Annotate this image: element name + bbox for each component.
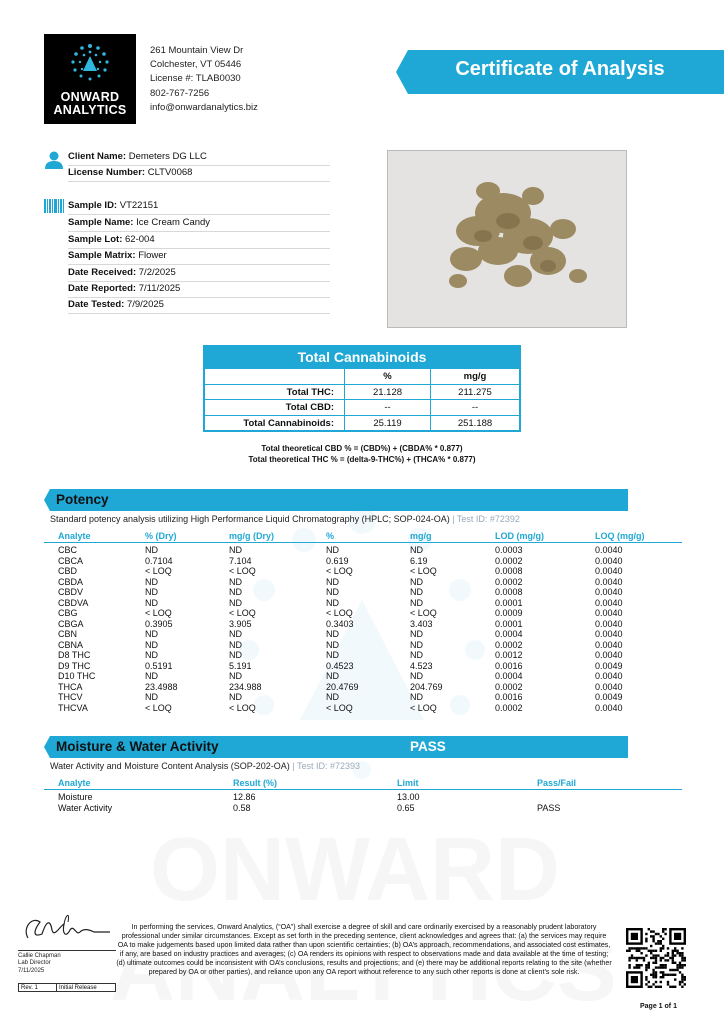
col-header-pct-dry: % (Dry) — [145, 531, 177, 541]
qr-code-icon[interactable] — [626, 928, 686, 988]
potency-mg-dry: < LOQ — [229, 566, 256, 576]
total-thc-pct: 21.128 — [345, 385, 431, 400]
date-received-row — [68, 266, 330, 282]
potency-analyte: CBDA — [58, 576, 84, 587]
potency-analyte: CBGA — [58, 618, 84, 629]
mw-col-limit: Limit — [397, 778, 419, 788]
potency-pct-dry: 0.7104 — [145, 555, 173, 566]
potency-mg: ND — [410, 597, 423, 608]
sample-lot-label: Sample Lot: — [68, 234, 123, 245]
pct-header: % — [345, 369, 431, 384]
potency-mg-dry: ND — [229, 597, 242, 608]
col-header-mg: mg/g — [410, 531, 432, 541]
potency-pct-dry: ND — [145, 671, 158, 681]
potency-analyte: THCVA — [58, 702, 88, 713]
potency-method: Standard potency analysis utilizing High Performance Liquid Chromatography (HPLC; SOP-024-OA) — [50, 514, 450, 524]
potency-mg: ND — [410, 587, 423, 597]
potency-pct-dry: ND — [145, 629, 158, 639]
person-icon — [44, 150, 64, 170]
table-row — [0, 703, 724, 713]
client-name-label: Client Name: — [68, 151, 127, 162]
potency-loq: 0.0040 — [595, 618, 623, 629]
potency-pct: ND — [326, 692, 339, 702]
potency-subtitle — [50, 514, 520, 524]
logo-line2: ANALYTICS — [53, 103, 127, 117]
mw-col-passfail: Pass/Fail — [537, 778, 577, 788]
potency-analyte: CBCA — [58, 555, 84, 566]
table-row — [205, 415, 519, 431]
client-license: CLTV0068 — [147, 167, 193, 178]
potency-mg-dry: < LOQ — [229, 608, 256, 618]
client-license-row — [68, 166, 330, 182]
potency-lod: 0.0016 — [495, 660, 523, 671]
revision-number: Rev. 1 — [19, 984, 57, 991]
potency-pct: < LOQ — [326, 702, 353, 713]
potency-loq: 0.0040 — [595, 681, 623, 692]
potency-lod: 0.0012 — [495, 650, 523, 660]
total-cbd-pct: -- — [345, 400, 431, 415]
sample-matrix-row — [68, 249, 330, 265]
potency-pct: ND — [326, 639, 339, 650]
signature-line — [18, 950, 116, 951]
mw-col-analyte: Analyte — [58, 778, 91, 788]
blank-header-cell — [205, 369, 345, 384]
potency-lod: 0.0008 — [495, 566, 523, 576]
moisture-header-divider — [44, 789, 682, 790]
total-cannabinoids-table — [203, 345, 521, 432]
sample-id-label: Sample ID: — [68, 200, 118, 211]
potency-mg: ND — [410, 545, 423, 555]
potency-loq: 0.0040 — [595, 555, 623, 566]
potency-loq: 0.0040 — [595, 597, 623, 608]
potency-mg: < LOQ — [410, 566, 437, 576]
potency-header-divider — [44, 542, 682, 543]
potency-lod: 0.0002 — [495, 555, 523, 566]
lab-email: info@onwardanalytics.biz — [150, 101, 258, 113]
potency-loq: 0.0040 — [595, 650, 623, 660]
potency-lod: 0.0009 — [495, 608, 523, 618]
disclaimer-text: In performing the services, Onward Analytics, (“OA”) shall exercise a degree of skill and care ordinarily exercised by a reasonably prudent laboratory professional under similar circumstances. Except as set forth in the preceding sentence, client acknowledges and agrees that: (a) the services may require OA to make judgements based upon limited data rather than upon scientific certainties; (b) OA’s approach, recommendations, and associated cost estimates, if any, are based on industry practices and averages; (c) OA renders its opinions with respect to observations made and data available at the time of testing; (d) ultimate outcomes could be inconsistent with OA’s conclusions, results and projections; and (e) there may be additional reports relating to the site (whether prepared by OA or other parties), and reliance upon any OA report without reference to any such other reports is done at client’s sole risk. — [116, 923, 612, 976]
potency-lod: 0.0002 — [495, 702, 523, 713]
company-logo — [44, 34, 136, 124]
moisture-subtitle — [50, 761, 360, 771]
moisture-status-badge: PASS — [410, 739, 446, 754]
table-row — [0, 566, 724, 576]
potency-mg: 204.769 — [410, 681, 443, 692]
potency-mg-dry: ND — [229, 650, 242, 660]
sample-matrix: Flower — [138, 250, 167, 261]
potency-mg: ND — [410, 692, 423, 702]
potency-lod: 0.0002 — [495, 639, 523, 650]
date-reported: 7/11/2025 — [138, 283, 181, 294]
sample-name-label: Sample Name: — [68, 217, 134, 228]
mw-analyte: Water Activity — [58, 803, 113, 813]
table-row — [0, 671, 724, 681]
potency-pct-dry: 0.5191 — [145, 660, 173, 671]
potency-analyte: D10 THC — [58, 671, 96, 681]
moisture-title: Moisture & Water Activity — [56, 739, 219, 754]
potency-pct: ND — [326, 671, 339, 681]
lab-license: License #: TLAB0030 — [150, 73, 241, 85]
signature-image — [20, 908, 116, 948]
potency-lod: 0.0001 — [495, 597, 523, 608]
table-row — [0, 803, 724, 814]
sample-matrix-label: Sample Matrix: — [68, 250, 136, 261]
date-received: 7/2/2025 — [138, 267, 176, 278]
potency-loq: 0.0040 — [595, 576, 623, 587]
potency-mg: < LOQ — [410, 608, 437, 618]
potency-pct-dry: < LOQ — [145, 608, 172, 618]
cbd-formula: Total theoretical CBD % = (CBD%) + (CBDA% * 0.877) — [261, 444, 463, 453]
potency-mg: ND — [410, 671, 423, 681]
potency-pct-dry: ND — [145, 597, 158, 608]
sample-name: Ice Cream Candy — [136, 217, 211, 228]
potency-mg: ND — [410, 576, 423, 587]
potency-pct-dry: ND — [145, 692, 158, 702]
potency-analyte: CBDV — [58, 587, 84, 597]
date-tested-label: Date Tested: — [68, 299, 125, 310]
potency-loq: 0.0040 — [595, 566, 623, 576]
mg-header: mg/g — [463, 371, 487, 382]
potency-pct-dry: ND — [145, 545, 158, 555]
potency-lod: 0.0004 — [495, 629, 523, 639]
potency-mg-dry: ND — [229, 629, 242, 639]
potency-pct-dry: ND — [145, 639, 158, 650]
total-thc-label: Total THC: — [205, 385, 345, 400]
mw-limit: 13.00 — [397, 792, 420, 802]
flower-buds-image — [388, 151, 626, 327]
mw-analyte: Moisture — [58, 792, 93, 802]
table-row — [0, 598, 724, 608]
potency-mg-dry: ND — [229, 576, 242, 587]
sample-lot-row — [68, 233, 330, 249]
potency-lod: 0.0002 — [495, 681, 523, 692]
potency-loq: 0.0040 — [595, 545, 623, 555]
potency-mg-dry: ND — [229, 692, 242, 702]
potency-pct: 0.3403 — [326, 618, 354, 629]
table-row — [0, 650, 724, 660]
table-row — [0, 640, 724, 650]
potency-mg: 4.523 — [410, 660, 433, 671]
potency-pct: < LOQ — [326, 566, 353, 576]
potency-pct-dry: < LOQ — [145, 566, 172, 576]
potency-loq: 0.0040 — [595, 608, 623, 618]
potency-lod: 0.0003 — [495, 545, 523, 555]
table-row — [0, 545, 724, 555]
potency-analyte: CBDVA — [58, 597, 89, 608]
client-name-row — [68, 150, 330, 166]
total-cannabinoids-label: Total Cannabinoids: — [205, 416, 345, 431]
potency-pct: 20.4769 — [326, 681, 359, 692]
potency-section-bar — [44, 489, 628, 511]
potency-pct: ND — [326, 587, 339, 597]
total-cbd-mg: -- — [471, 402, 479, 413]
potency-mg: ND — [410, 629, 423, 639]
table-row — [0, 692, 724, 702]
revision-box — [18, 983, 116, 992]
sample-id: VT22151 — [119, 200, 159, 211]
lab-phone: 802-767-7256 — [150, 87, 210, 99]
lab-contact — [150, 44, 258, 115]
potency-pct-dry: ND — [145, 587, 158, 597]
col-header-pct: % — [326, 531, 335, 541]
table-row — [0, 577, 724, 587]
client-license-label: License Number: — [68, 167, 146, 178]
svg-text:ONWARD — [150, 820, 560, 920]
sample-lot: 62-004 — [125, 234, 155, 245]
potency-analyte: CBNA — [58, 639, 84, 650]
potency-pct: 0.4523 — [326, 660, 354, 671]
table-row — [205, 384, 519, 400]
lab-address-line2: Colchester, VT 05446 — [150, 59, 242, 71]
date-tested-row — [68, 298, 330, 314]
potency-mg-dry: < LOQ — [229, 702, 256, 713]
mw-limit: 0.65 — [397, 803, 415, 813]
date-tested: 7/9/2025 — [126, 299, 164, 310]
total-cannabinoids-mg: 251.188 — [457, 417, 493, 429]
potency-mg-dry: ND — [229, 545, 242, 555]
potency-analyte: CBC — [58, 545, 78, 555]
potency-analyte: CBD — [58, 566, 78, 576]
revision-note: Initial Release — [59, 985, 97, 991]
table-row — [0, 629, 724, 639]
potency-lod: 0.0002 — [495, 576, 523, 587]
moisture-test-id: | Test ID: #72393 — [292, 761, 360, 771]
col-header-lod: LOD (mg/g) — [495, 531, 544, 541]
table-row — [205, 399, 519, 415]
potency-analyte: CBG — [58, 608, 78, 618]
potency-test-id: | Test ID: #72392 — [452, 514, 520, 524]
potency-loq: 0.0040 — [595, 629, 623, 639]
potency-pct-dry: 0.3905 — [145, 618, 173, 629]
total-cannabinoids-pct: 25.119 — [345, 416, 431, 431]
potency-loq: 0.0049 — [595, 660, 623, 671]
potency-mg-dry: 3.905 — [229, 618, 252, 629]
col-header-analyte: Analyte — [58, 531, 91, 541]
sample-id-row — [68, 199, 330, 215]
potency-pct: ND — [326, 545, 339, 555]
table-header-row — [205, 368, 519, 384]
potency-title: Potency — [56, 492, 109, 507]
total-thc-mg: 211.275 — [458, 386, 492, 398]
mw-col-result: Result (%) — [233, 778, 278, 788]
potency-pct-dry: ND — [145, 576, 158, 587]
mw-passfail: PASS — [537, 803, 561, 813]
potency-pct-dry: ND — [145, 650, 158, 660]
total-cbd-label: Total CBD: — [205, 400, 345, 415]
potency-mg-dry: 7.104 — [229, 555, 252, 566]
potency-analyte: THCV — [58, 692, 83, 702]
potency-analyte: D9 THC — [58, 660, 91, 671]
signer-name: Callie Chapman — [18, 953, 61, 959]
potency-lod: 0.0004 — [495, 671, 523, 681]
potency-pct: 0.619 — [326, 555, 349, 566]
date-received-label: Date Received: — [68, 267, 137, 278]
potency-mg-dry: ND — [229, 639, 242, 650]
signer-info — [18, 953, 61, 975]
table-row — [0, 682, 724, 692]
signer-title: Lab Director — [18, 960, 51, 967]
table-row — [0, 792, 724, 803]
potency-mg: ND — [410, 650, 423, 660]
potency-loq: 0.0040 — [595, 639, 623, 650]
potency-pct-dry: 23.4988 — [145, 681, 178, 692]
date-reported-row — [68, 282, 330, 298]
potency-pct: ND — [326, 597, 339, 608]
potency-mg: 6.19 — [410, 555, 428, 566]
client-name: Demeters DG LLC — [128, 151, 207, 162]
sign-date: 7/11/2025 — [18, 967, 45, 974]
sample-photo — [387, 150, 627, 328]
total-cannabinoids-title: Total Cannabinoids — [205, 347, 519, 368]
potency-pct: ND — [326, 629, 339, 639]
mw-result: 0.58 — [233, 803, 251, 813]
table-row — [0, 556, 724, 566]
sample-name-row — [68, 216, 330, 232]
potency-loq: 0.0040 — [595, 587, 623, 597]
potency-mg-dry: 234.988 — [229, 681, 262, 692]
page-number: Page 1 of 1 — [640, 1003, 677, 1010]
potency-analyte: D8 THC — [58, 650, 91, 660]
col-header-mg-dry: mg/g (Dry) — [229, 531, 274, 541]
potency-mg: ND — [410, 639, 423, 650]
potency-mg: < LOQ — [410, 702, 437, 713]
potency-pct: < LOQ — [326, 608, 353, 618]
moisture-method: Water Activity and Moisture Content Analysis (SOP-202-OA) — [50, 761, 290, 771]
potency-mg-dry: ND — [229, 671, 242, 681]
thc-formula: Total theoretical THC % = (delta-9-THC%) + (THCA% * 0.877) — [248, 455, 476, 464]
potency-mg-dry: ND — [229, 587, 242, 597]
potency-loq: 0.0040 — [595, 702, 623, 713]
table-row — [0, 619, 724, 629]
logo-line1: ONWARD — [60, 90, 120, 104]
potency-lod: 0.0008 — [495, 587, 523, 597]
page-title: Certificate of Analysis — [455, 58, 665, 80]
table-row — [0, 587, 724, 597]
potency-mg: 3.403 — [410, 618, 433, 629]
potency-lod: 0.0016 — [495, 692, 523, 702]
potency-analyte: THCA — [58, 681, 83, 692]
lab-address-line1: 261 Mountain View Dr — [150, 45, 244, 56]
potency-mg-dry: 5.191 — [229, 660, 252, 671]
potency-lod: 0.0001 — [495, 618, 523, 629]
potency-analyte: CBN — [58, 629, 78, 639]
barcode-icon — [44, 199, 64, 213]
potency-pct: ND — [326, 576, 339, 587]
mw-result: 12.86 — [233, 792, 256, 802]
potency-pct-dry: < LOQ — [145, 702, 172, 713]
potency-loq: 0.0049 — [595, 692, 623, 702]
potency-pct: ND — [326, 650, 339, 660]
col-header-loq: LOQ (mg/g) — [595, 531, 645, 541]
potency-loq: 0.0040 — [595, 671, 623, 681]
date-reported-label: Date Reported: — [68, 283, 137, 294]
table-row — [0, 661, 724, 671]
table-row — [0, 608, 724, 618]
